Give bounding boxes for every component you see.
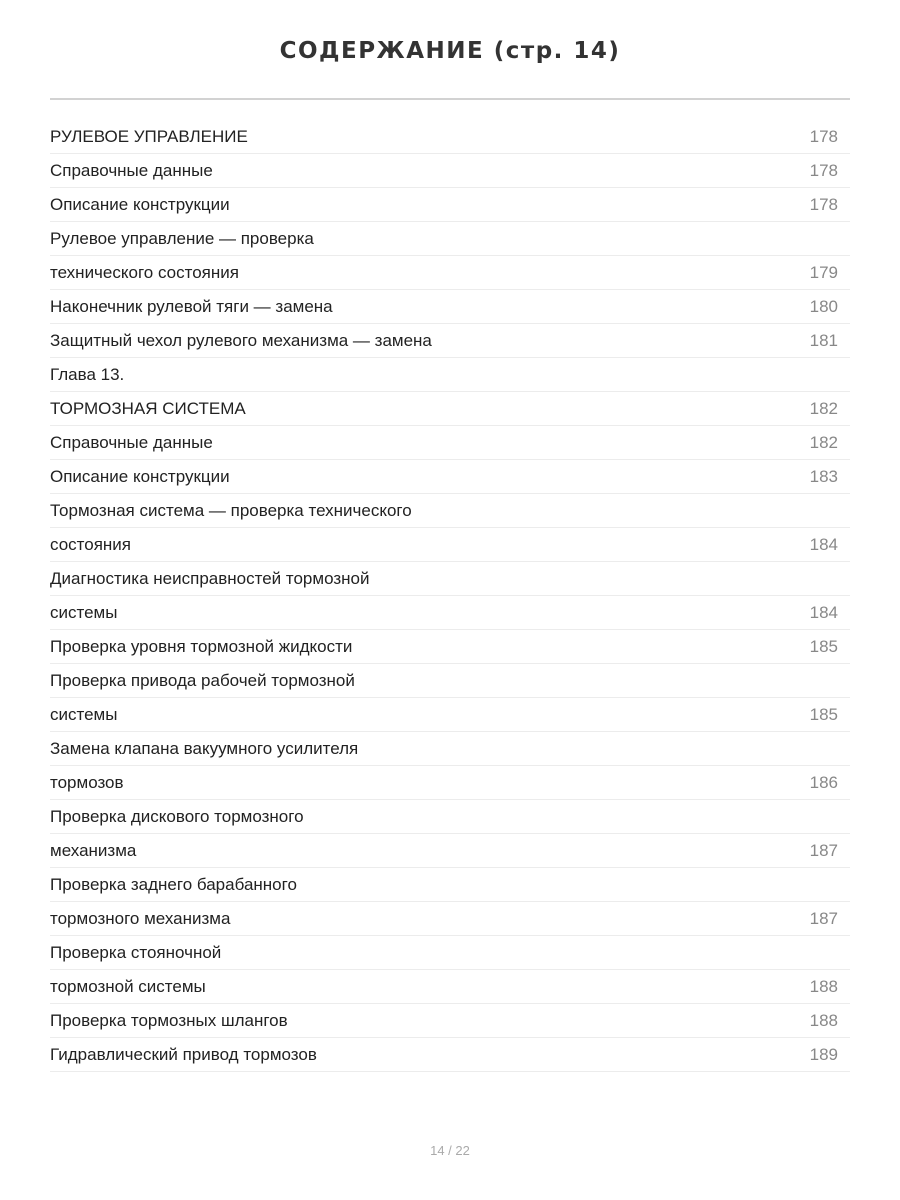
toc-entry-title: Проверка заднего барабанного xyxy=(50,875,297,894)
toc-entry-page-number: 188 xyxy=(809,1011,838,1030)
toc-entry-title: Диагностика неисправностей тормозной xyxy=(50,569,370,588)
toc-entry-title: Рулевое управление — проверка xyxy=(50,229,314,248)
toc-entry[interactable] xyxy=(50,800,850,834)
toc-entry-title: Проверка тормозных шлангов xyxy=(50,1011,288,1030)
toc-entry[interactable] xyxy=(50,426,850,460)
toc-entry-title: Справочные данные xyxy=(50,161,213,180)
toc-entry[interactable] xyxy=(50,834,850,868)
toc-entry[interactable] xyxy=(50,120,850,154)
toc-entry[interactable] xyxy=(50,222,850,256)
toc-entry-page-number: 186 xyxy=(809,773,838,792)
toc-entry[interactable] xyxy=(50,494,850,528)
toc-entry[interactable] xyxy=(50,596,850,630)
toc-entry-title: Проверка привода рабочей тормозной xyxy=(50,671,355,690)
toc-entry[interactable] xyxy=(50,1004,850,1038)
toc-entry-page-number: 183 xyxy=(809,467,838,486)
toc-entry-page-number: 189 xyxy=(809,1045,838,1064)
toc-entry[interactable] xyxy=(50,562,850,596)
toc-entry[interactable] xyxy=(50,902,850,936)
toc-entry[interactable] xyxy=(50,188,850,222)
toc-entry[interactable] xyxy=(50,528,850,562)
toc-entry[interactable] xyxy=(50,732,850,766)
toc-entry-page-number: 180 xyxy=(809,297,838,316)
toc-entry-title: системы xyxy=(50,603,118,622)
toc-entry-title: ТОРМОЗНАЯ СИСТЕМА xyxy=(50,399,246,418)
toc-entry-title: тормозной системы xyxy=(50,977,206,996)
toc-entry-page-number: 185 xyxy=(809,637,838,656)
toc-entry[interactable] xyxy=(50,936,850,970)
toc-entry-title: Замена клапана вакуумного усилителя xyxy=(50,739,359,758)
toc-entry[interactable] xyxy=(50,630,850,664)
toc-entry-title: Глава 13. xyxy=(50,365,125,384)
toc-entry-title: тормозного механизма xyxy=(50,909,231,928)
toc-entry[interactable] xyxy=(50,392,850,426)
toc-entry-page-number: 182 xyxy=(809,433,838,452)
toc-entry-page-number: 181 xyxy=(809,331,838,350)
toc-entry-title: Тормозная система — проверка технического xyxy=(50,501,412,520)
toc-entry-title: Справочные данные xyxy=(50,433,213,452)
toc-entry[interactable] xyxy=(50,1038,850,1072)
toc-entry-page-number: 184 xyxy=(809,535,838,554)
toc-entry-title: состояния xyxy=(50,535,131,554)
toc-entry-title: технического состояния xyxy=(50,263,239,282)
toc-entry-title: Проверка уровня тормозной жидкости xyxy=(50,637,353,656)
toc-entry-title: Защитный чехол рулевого механизма — замена xyxy=(50,331,432,350)
toc-entry-page-number: 178 xyxy=(809,161,838,180)
toc-entry-page-number: 187 xyxy=(809,909,838,928)
toc-entry-title: Гидравлический привод тормозов xyxy=(50,1045,317,1064)
toc-entry-title: механизма xyxy=(50,841,137,860)
toc-entry-page-number: 178 xyxy=(809,127,838,146)
toc-entry[interactable] xyxy=(50,324,850,358)
toc-entry-title: Наконечник рулевой тяги — замена xyxy=(50,297,333,316)
toc-entry[interactable] xyxy=(50,970,850,1004)
toc-entry-title: Описание конструкции xyxy=(50,195,230,214)
toc-entry[interactable] xyxy=(50,766,850,800)
toc-entry-title: РУЛЕВОЕ УПРАВЛЕНИЕ xyxy=(50,127,248,146)
title-divider xyxy=(50,98,850,100)
toc-entry-page-number: 187 xyxy=(809,841,838,860)
toc-entry-title: тормозов xyxy=(50,773,124,792)
toc-entry-title: системы xyxy=(50,705,118,724)
toc-entry-title: Описание конструкции xyxy=(50,467,230,486)
toc-entry-title: Проверка дискового тормозного xyxy=(50,807,304,826)
toc-entry-page-number: 179 xyxy=(809,263,838,282)
toc-entry-page-number: 185 xyxy=(809,705,838,724)
toc-entry-page-number: 182 xyxy=(809,399,838,418)
page-title: СОДЕРЖАНИЕ (стр. 14) xyxy=(279,38,621,64)
toc-entry[interactable] xyxy=(50,290,850,324)
toc-entry-page-number: 178 xyxy=(809,195,838,214)
toc-entry[interactable] xyxy=(50,256,850,290)
toc-entry[interactable] xyxy=(50,154,850,188)
toc-entry[interactable] xyxy=(50,868,850,902)
toc-entry[interactable] xyxy=(50,698,850,732)
toc-entry[interactable] xyxy=(50,460,850,494)
toc-entry-title: Проверка стояночной xyxy=(50,943,222,962)
toc-entry[interactable] xyxy=(50,358,850,392)
toc-entry-page-number: 188 xyxy=(809,977,838,996)
toc-entry[interactable] xyxy=(50,664,850,698)
table-of-contents xyxy=(50,120,850,1072)
toc-entry-page-number: 184 xyxy=(809,603,838,622)
page-indicator: 14 / 22 xyxy=(430,1143,470,1158)
